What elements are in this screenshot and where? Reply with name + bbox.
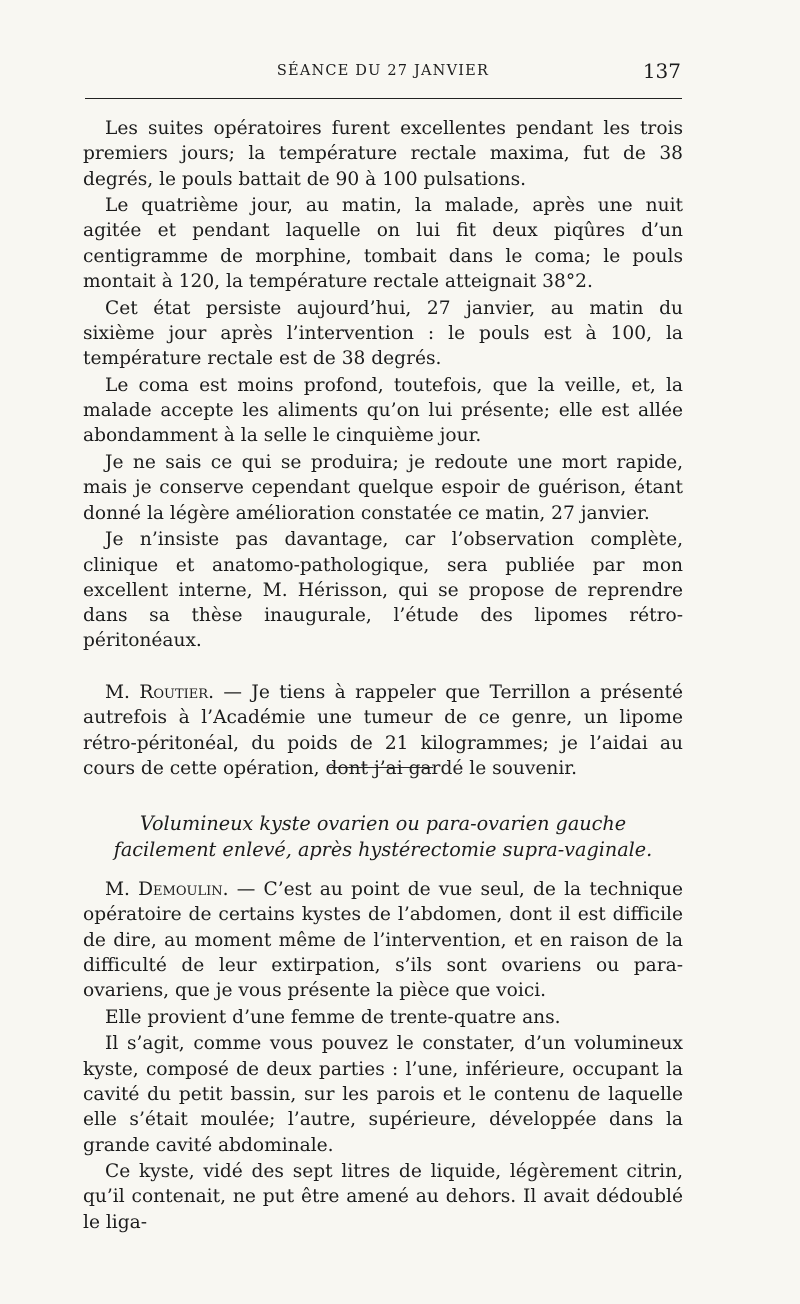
paragraph: Les suites opératoires furent excellentes pendant les trois premiers jours; la température rectale maxima, fut de 38 degrés, le pouls battait de 90 à 100 pulsations.: [83, 118, 683, 190]
speaker-name: M. Routier.: [105, 682, 214, 704]
paragraph: Ce kyste, vidé des sept litres de liquide, légèrement citrin, qu’il contenait, ne put être amené au dehors. Il avait dédoublé le liga-: [83, 1161, 683, 1233]
section-separator: [329, 767, 433, 768]
section-title-line: Volumineux kyste ovarien ou para-ovarien gauche: [139, 812, 627, 835]
spacer: [83, 655, 683, 680]
running-header: [83, 60, 683, 84]
header-rule: [85, 98, 682, 99]
remark-text: — C’est au point de vue seul, de la technique opératoire de certains kystes de l’abdomen, dont il est difficile de dire, au moment même de l’intervention, et en raison de la difficulté de leur extirpation, s’ils sont ovariens ou para-ovariens, que je vous présente la pièce que voici.: [83, 879, 683, 1002]
demoulin-remark: [83, 877, 683, 1003]
remark-text: — Je tiens à rappeler que Terrillon a présenté autrefois à l’Académie une tumeur de ce genre, un lipome rétro-péritonéal, du poids de 21 kilogrammes; je l’aidai au cours de cette opération, dont j’ai gardé le souvenir.: [83, 682, 683, 779]
page-number: 137: [642, 59, 681, 83]
paragraph: Il s’agit, comme vous pouvez le constater, d’un volumineux kyste, composé de deux parties : l’une, inférieure, occupant la cavité du petit bassin, sur les parois et le contenu de laquelle elle s’était moulée; l’autre, supérieure, développée dans la grande cavité abdominale.: [83, 1033, 683, 1156]
paragraph: Elle provient d’une femme de trente-quatre ans.: [105, 1006, 561, 1028]
section-title-line: facilement enlevé, après hystérectomie supra-vaginale.: [113, 838, 653, 861]
paragraph: Je ne sais ce qui se produira; je redoute une mort rapide, mais je conserve cependant quelque espoir de guérison, étant donné la légère amélioration constatée ce matin, 27 janvier.: [83, 452, 683, 524]
paragraph: Le coma est moins profond, toutefois, que la veille, et, la malade accepte les aliments qu’on lui présente; elle est allée abondamment à la selle le cinquième jour.: [83, 374, 683, 447]
paragraph: Je n’insiste pas davantage, car l’observation complète, clinique et anatomo-pathologique, sera publiée par mon excellent interne, M. Hérisson, qui se propose de reprendre dans sa thèse inaugurale, l’étude des lipomes rétro-péritonéaux.: [83, 529, 683, 652]
paragraph: Le quatrième jour, au matin, la malade, après une nuit agitée et pendant laquelle on lui fit deux piqûres d’un centigramme de morphine, tombait dans le coma; le pouls montait à 120, la température rectale atteignait 38°2.: [83, 195, 683, 293]
paragraph: Cet état persiste aujourd’hui, 27 janvier, au matin du sixième jour après l’intervention : le pouls est à 100, la température rectale est de 38 degrés.: [83, 297, 683, 370]
section-title: [83, 811, 683, 863]
second-text-block: [83, 877, 683, 1236]
first-text-block: [83, 116, 683, 783]
speaker-name: M. Demoulin.: [105, 879, 229, 900]
running-title: SÉANCE DU 27 JANVIER: [276, 63, 490, 79]
